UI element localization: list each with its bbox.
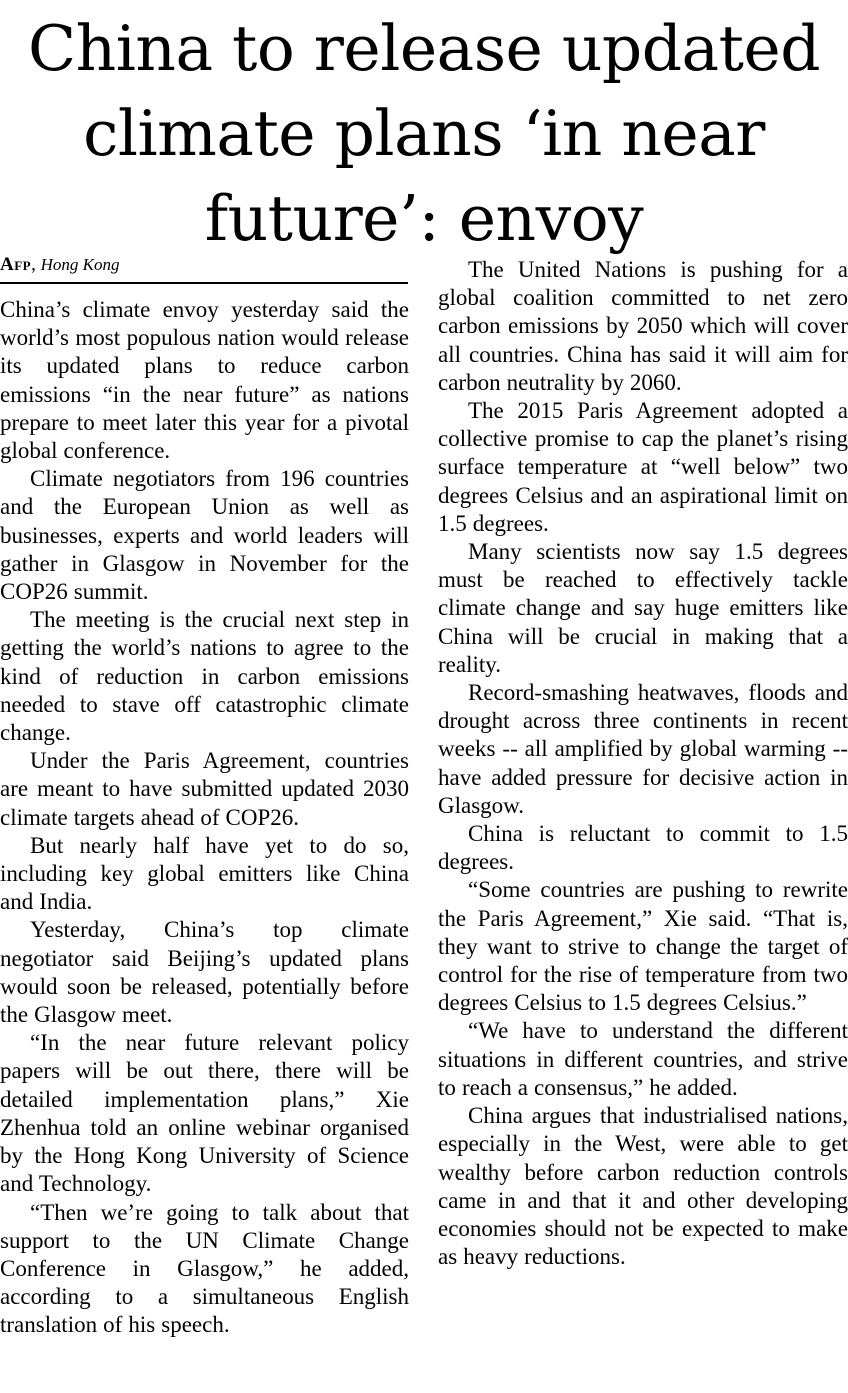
paragraph: “Some countries are pushing to rewrite the Paris Agreement,” Xie said. “That is, they want to strive to change the target of control for the rise of temperature from two degrees Celsius to 1.5 degrees Celsius.”	[438, 877, 848, 1016]
paragraph: “Then we’re going to talk about that support to the UN Climate Change Conference in Glasgow,” he added, according to a simultaneous English translation of his speech.	[0, 1199, 409, 1338]
paragraph: “In the near future relevant policy papers will be out there, there will be detailed implementation plans,” Xie Zhenhua told an online webinar organised by the Hong Kong University of Science and Technology.	[0, 1030, 409, 1197]
byline	[0, 250, 408, 284]
paragraph: The United Nations is pushing for a global coalition committed to net zero carbon emissions by 2050 which will cover all countries. China has said it will aim for carbon neutrality by 2060.	[438, 257, 848, 395]
paragraph: Record-smashing heatwaves, floods and drought across three continents in recent weeks -- all amplified by global warming -- have added pressure for decisive action in Glasgow.	[438, 680, 848, 818]
paragraph: But nearly half have yet to do so, including key global emitters like China and India.	[0, 832, 409, 915]
paragraph: “We have to understand the different situations in different countries, and strive to reach a consensus,” he added.	[438, 1018, 848, 1100]
paragraph: Yesterday, China’s top climate negotiator said Beijing’s updated plans would soon be released, potentially before the Glasgow meet.	[0, 917, 409, 1028]
paragraph: China is reluctant to commit to 1.5 degrees.	[438, 821, 848, 875]
paragraph: Under the Paris Agreement, countries are meant to have submitted updated 2030 climate targets ahead of COP26.	[0, 748, 409, 830]
byline-separator: ,	[31, 254, 41, 275]
article-column-right	[438, 256, 848, 1271]
byline-agency: Afp	[0, 254, 32, 275]
paragraph: The 2015 Paris Agreement adopted a collective promise to cap the planet’s rising surface temperature at “well below” two degrees Celsius and an aspirational limit on 1.5 degrees.	[438, 398, 848, 536]
article-column-left	[0, 296, 409, 1340]
paragraph: Climate negotiators from 196 countries and the European Union as well as businesses, experts and world leaders will gather in Glasgow in November for the COP26 summit.	[0, 466, 409, 605]
paragraph: The meeting is the crucial next step in getting the world’s nations to agree to the kind of reduction in carbon emissions needed to stave off catastrophic climate change.	[0, 607, 409, 746]
byline-location: Hong Kong	[40, 255, 120, 274]
headline: China to release updated climate plans ‘in near future’: envoy	[27, 12, 821, 255]
paragraph: China argues that industrialised nations, especially in the West, were able to get wealthy before carbon reduction controls came in and that it and other developing economies should not be expected to make as heavy reductions.	[438, 1103, 848, 1270]
paragraph: China’s climate envoy yesterday said the world’s most populous nation would release its updated plans to reduce carbon emissions “in the near future” as nations prepare to meet later this year for a pivotal global conference.	[0, 297, 409, 464]
paragraph: Many scientists now say 1.5 degrees must be reached to effectively tackle climate change and say huge emitters like China will be crucial in making that a reality.	[438, 539, 848, 677]
